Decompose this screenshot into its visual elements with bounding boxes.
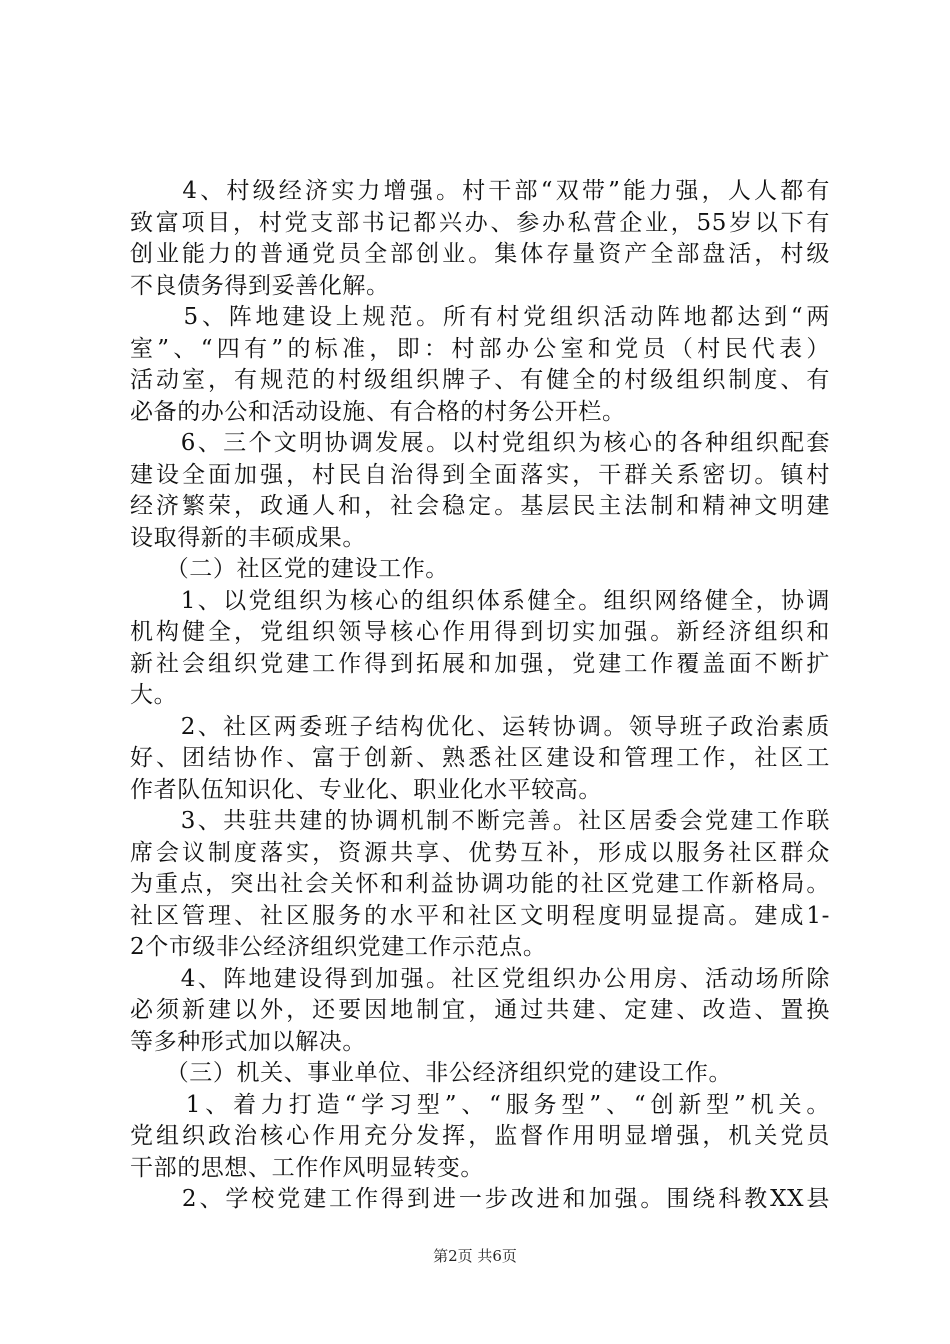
- text-line: 致富项目，村党支部书记都兴办、参办私营企业，55岁以下有: [130, 209, 830, 236]
- text-line: 为重点，突出社会关怀和利益协调功能的社区党建工作新格局。: [130, 871, 830, 897]
- text-line: 4、村级经济实力增强。村干部“双带”能力强，人人都有: [130, 178, 830, 204]
- text-line: （三）机关、事业单位、非公经济组织党的建设工作。: [130, 1060, 733, 1086]
- text-line: 党组织政治核心作用充分发挥，监督作用明显增强，机关党员: [130, 1123, 830, 1149]
- text-line: 新社会组织党建工作得到拓展和加强，党建工作覆盖面不断扩: [130, 650, 830, 677]
- text-line: 1、着力打造“学习型”、“服务型”、“创新型”机关。: [130, 1091, 830, 1118]
- text-line: （二）社区党的建设工作。: [130, 556, 449, 582]
- text-line: 不良债务得到妥善化解。: [130, 272, 390, 299]
- text-line: 大。: [130, 682, 178, 708]
- text-line: 6、三个文明协调发展。以村党组织为核心的各种组织配套: [130, 430, 830, 456]
- text-line: 建设全面加强，村民自治得到全面落实，干群关系密切。镇村: [130, 461, 830, 488]
- text-line: 设取得新的丰硕成果。: [130, 524, 366, 551]
- text-line: 3、共驻共建的协调机制不断完善。社区居委会党建工作联: [130, 808, 830, 834]
- page-footer: 第2页 共6页: [433, 1247, 517, 1265]
- text-line: 1、以党组织为核心的组织体系健全。组织网络健全，协调: [130, 587, 830, 614]
- text-line: 社区管理、社区服务的水平和社区文明程度明显提高。建成1-: [130, 902, 830, 929]
- text-line: 活动室，有规范的村级组织牌子、有健全的村级组织制度、有: [130, 367, 830, 393]
- text-line: 干部的思想、工作作风明显转变。: [130, 1154, 484, 1181]
- text-line: 4、阵地建设得到加强。社区党组织办公用房、活动场所除: [130, 965, 830, 992]
- text-line: 必须新建以外，还要因地制宜，通过共建、定建、改造、置换: [130, 997, 830, 1023]
- text-line: 5、阵地建设上规范。所有村党组织活动阵地都达到“两: [130, 304, 830, 330]
- document-body: [130, 176, 830, 1216]
- text-line: 2、社区两委班子结构优化、运转协调。领导班子政治素质: [130, 713, 830, 740]
- text-line: 机构健全，党组织领导核心作用得到切实加强。新经济组织和: [130, 619, 830, 645]
- text-line: 2、学校党建工作得到进一步改进和加强。围绕科教XX县: [130, 1186, 830, 1212]
- text-line: 必备的办公和活动设施、有合格的村务公开栏。: [130, 398, 626, 425]
- text-line: 创业能力的普通党员全部创业。集体存量资产全部盘活，村级: [130, 241, 830, 267]
- text-line: 作者队伍知识化、专业化、职业化水平较高。: [130, 776, 602, 803]
- text-line: 经济繁荣，政通人和，社会稳定。基层民主法制和精神文明建: [130, 493, 830, 519]
- text-line: 2个市级非公经济组织党建工作示范点。: [130, 934, 547, 960]
- text-line: 好、团结协作、富于创新、熟悉社区建设和管理工作，社区工: [130, 745, 830, 771]
- text-line: 席会议制度落实，资源共享、优势互补，形成以服务社区群众: [130, 839, 830, 866]
- text-line: 等多种形式加以解决。: [130, 1028, 366, 1055]
- text-line: 室”、“四有”的标准，即：村部办公室和党员（村民代表）: [130, 335, 830, 362]
